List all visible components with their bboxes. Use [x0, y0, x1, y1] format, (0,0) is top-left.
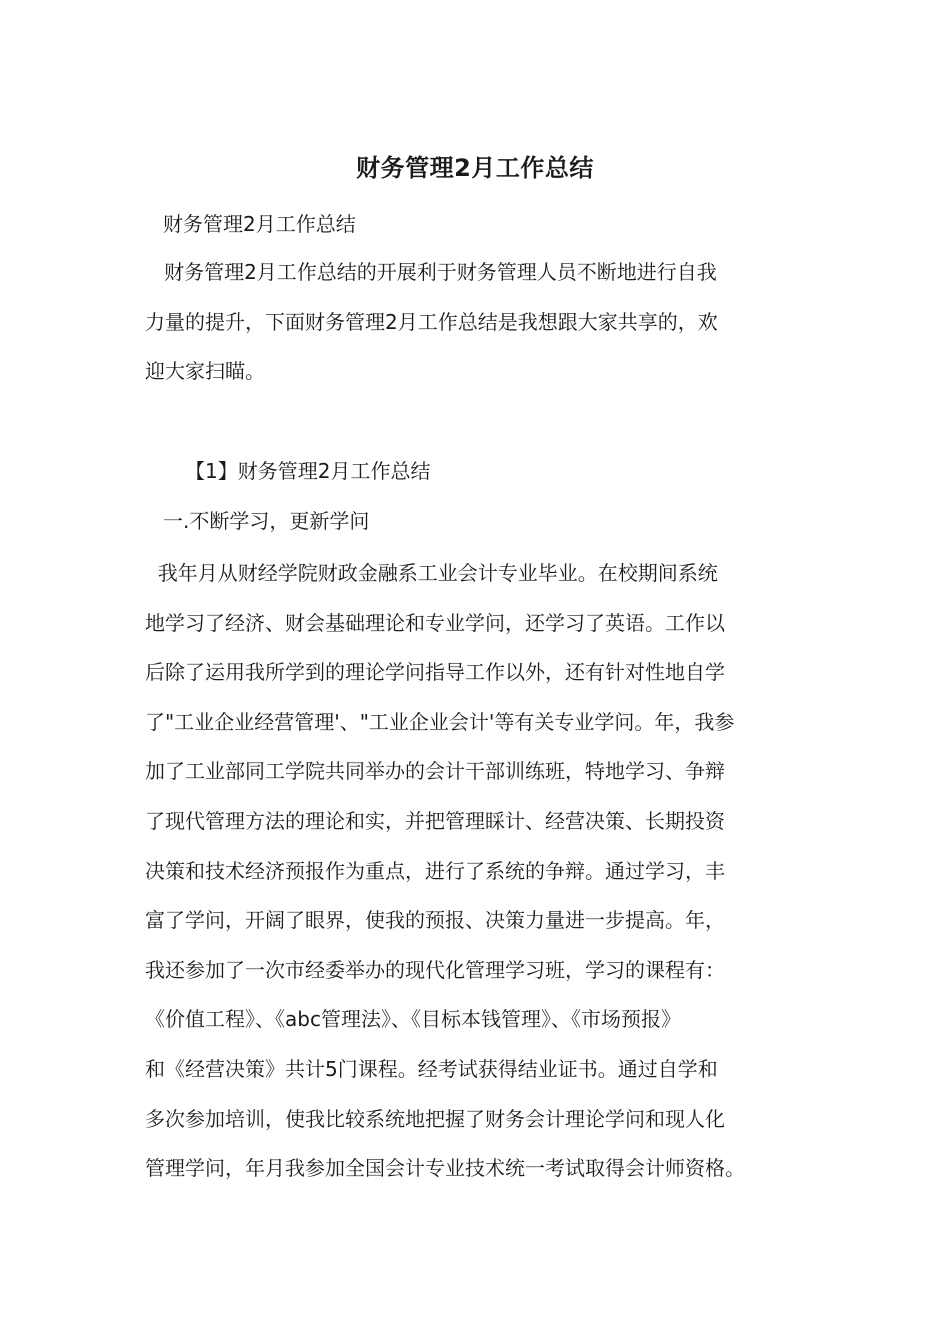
body-line: 了"工业企业经营管理'、"工业企业会计'等有关专业学问。年，我参 [145, 709, 735, 734]
intro-line: 迎大家扫瞄。 [145, 359, 265, 384]
body-line: 决策和技术经济预报作为重点，进行了系统的争辩。通过学习，丰 [145, 858, 725, 883]
body-line: 富了学问，开阔了眼界，使我的预报、决策力量进一步提高。年， [145, 908, 725, 933]
body-line: 和《经营决策》共计5门课程。经考试获得结业证书。通过自学和 [145, 1056, 718, 1081]
body-line: 了现代管理方法的理论和实，并把管理睬计、经营决策、长期投资 [145, 808, 725, 833]
intro-line: 力量的提升，下面财务管理2月工作总结是我想跟大家共享的，欢 [145, 309, 718, 334]
body-line: 地学习了经济、财会基础理论和专业学问，还学习了英语。工作以 [145, 610, 725, 635]
body-paragraph [145, 549, 813, 1194]
body-line: 加了工业部同工学院共同举办的会计干部训练班，特地学习、争辩 [145, 759, 725, 784]
body-line: 我年月从财经学院财政金融系工业会计专业毕业。在校期间系统 [145, 561, 718, 585]
document-title: 财务管理2月工作总结 [356, 154, 594, 182]
body-line: 我还参加了一次市经委举办的现代化管理学习班，学习的课程有： [145, 957, 725, 982]
body-line: 后除了运用我所学到的理论学问指导工作以外，还有针对性地自学 [145, 660, 725, 685]
body-line: 《价值工程》、《abc管理法》、《目标本钱管理》、《市场预报》 [145, 1007, 681, 1032]
body-line: 管理学问，年月我参加全国会计专业技术统一考试取得会计师资格。 [145, 1156, 745, 1181]
body-line: 多次参加培训，使我比较系统地把握了财务会计理论学问和现人化 [145, 1106, 725, 1131]
section-heading: 【1】财务管理2月工作总结 [185, 459, 431, 483]
subsection-heading: 一.不断学习，更新学问 [163, 509, 370, 533]
intro-paragraph [145, 248, 813, 397]
intro-line: 财务管理2月工作总结的开展利于财务管理人员不断地进行自我 [145, 260, 717, 284]
document-subtitle: 财务管理2月工作总结 [163, 212, 356, 236]
